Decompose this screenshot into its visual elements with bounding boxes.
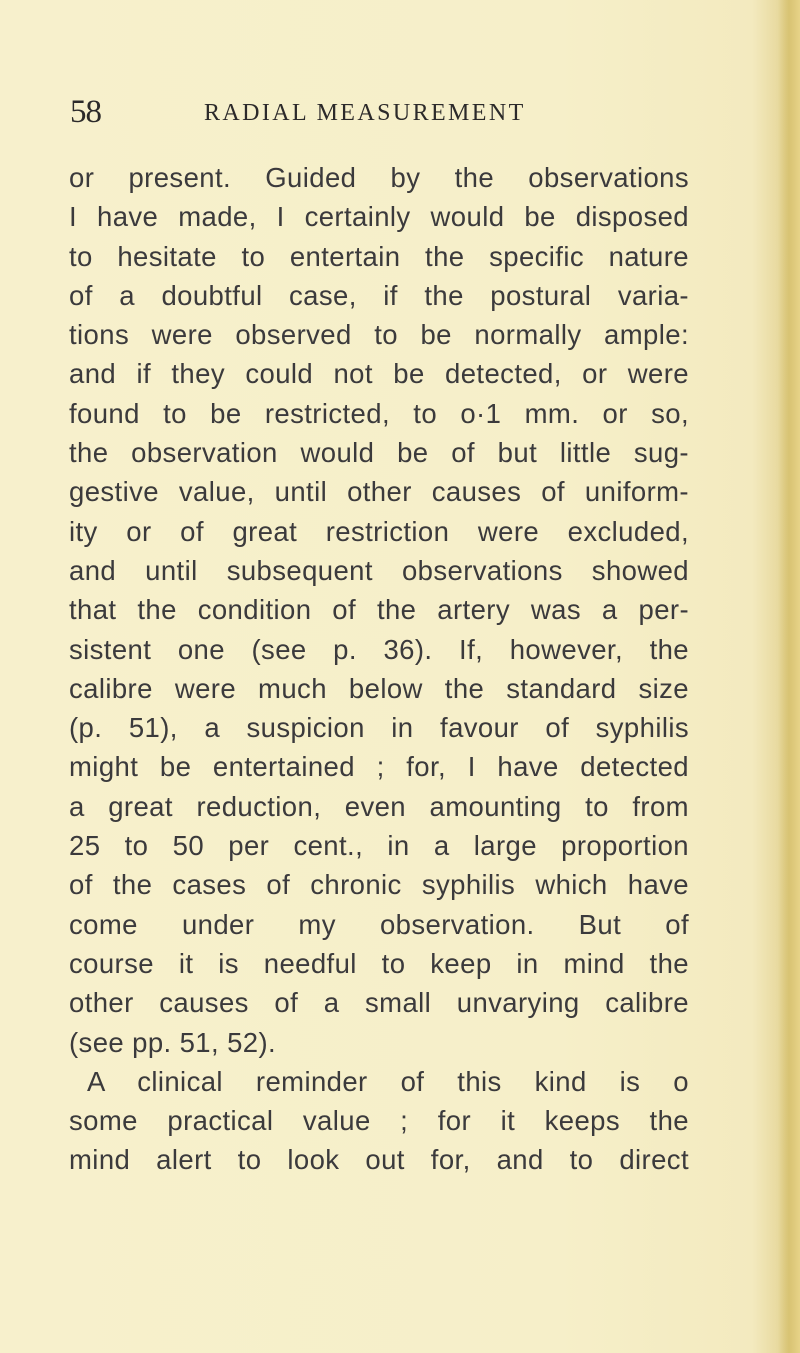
- text-line: that the condition of the artery was a per-: [69, 594, 689, 626]
- page-edge-shadow: [778, 0, 800, 1353]
- text-line: ity or of great restriction were excluded,: [69, 515, 689, 547]
- text-line: the observation would be of but little sug-: [69, 437, 689, 469]
- page-number: 58: [70, 94, 101, 130]
- text-line: (p. 51), a suspicion in favour of syphilis: [69, 712, 689, 744]
- paragraph-first-line: A clinical reminder of this kind is o: [87, 1065, 689, 1097]
- text-line: some practical value ; for it keeps the: [69, 1105, 689, 1137]
- text-line: a great reduction, even amounting to from: [69, 790, 689, 822]
- text-line: of the cases of chronic syphilis which have: [69, 869, 689, 901]
- text-line: to hesitate to entertain the specific nature: [69, 240, 689, 272]
- running-title: RADIAL MEASUREMENT: [204, 100, 526, 126]
- text-line: 25 to 50 per cent., in a large proportion: [69, 830, 689, 862]
- body-text: [69, 158, 689, 1180]
- text-line: sistent one (see p. 36). If, however, the: [69, 633, 689, 665]
- text-line: tions were observed to be normally ample:: [69, 319, 689, 351]
- text-line: course it is needful to keep in mind the: [69, 947, 689, 979]
- text-line: mind alert to look out for, and to direct: [69, 1144, 689, 1176]
- text-line: and until subsequent observations showed: [69, 554, 689, 586]
- text-line: come under my observation. But of: [69, 908, 689, 940]
- text-line: I have made, I certainly would be disposed: [69, 201, 689, 233]
- text-line: calibre were much below the standard size: [69, 672, 689, 704]
- text-line: or present. Guided by the observations: [69, 162, 689, 193]
- text-line: of a doubtful case, if the postural varia-: [69, 279, 689, 311]
- text-line: found to be restricted, to o·1 mm. or so,: [69, 397, 689, 429]
- text-line: and if they could not be detected, or were: [69, 358, 689, 390]
- text-line: gestive value, until other causes of uniform-: [69, 476, 689, 508]
- running-head: [70, 94, 630, 134]
- text-line: (see pp. 51, 52).: [69, 1026, 277, 1058]
- text-line: other causes of a small unvarying calibre: [69, 987, 689, 1019]
- text-line: might be entertained ; for, I have detected: [69, 751, 689, 783]
